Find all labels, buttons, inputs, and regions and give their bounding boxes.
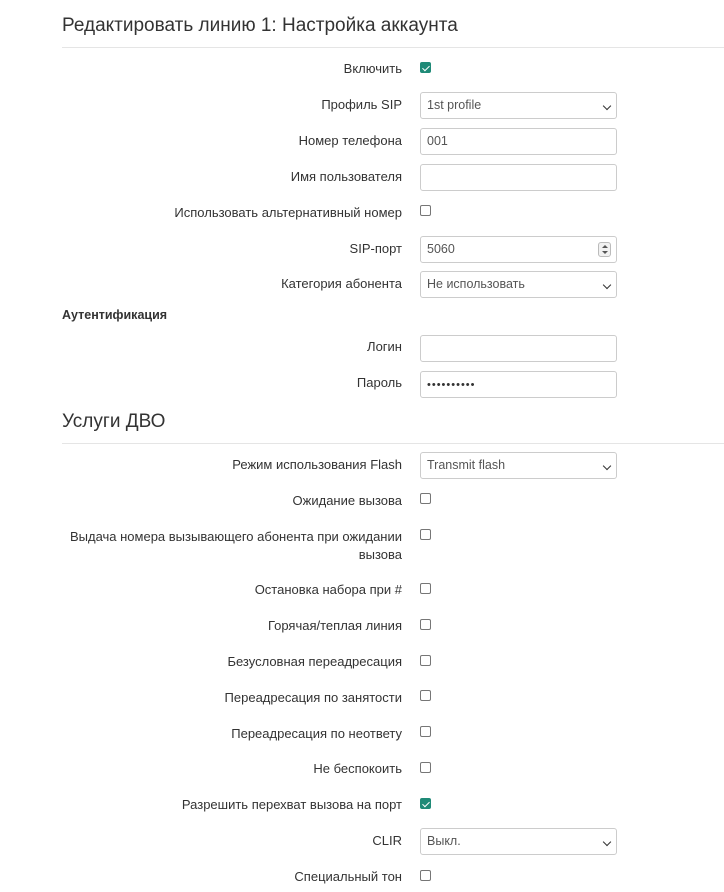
phone-number-label: Номер телефона bbox=[298, 133, 402, 148]
call-pickup-checkbox[interactable] bbox=[420, 798, 431, 809]
sip-profile-value: 1st profile bbox=[427, 98, 482, 112]
sip-profile-label: Профиль SIP bbox=[321, 97, 402, 112]
clir-select[interactable] bbox=[420, 828, 617, 855]
password-input[interactable] bbox=[420, 371, 617, 398]
clir-value: Выкл. bbox=[427, 834, 461, 848]
login-input[interactable] bbox=[420, 335, 617, 362]
stop-dial-label: Остановка набора при # bbox=[254, 582, 402, 597]
auth-heading: Аутентификация bbox=[62, 308, 168, 322]
login-label: Логин bbox=[367, 339, 402, 354]
hotline-label: Горячая/теплая линия bbox=[267, 618, 402, 633]
username-label: Имя пользователя bbox=[290, 169, 402, 184]
clir-label: CLIR bbox=[372, 833, 402, 848]
sip-port-input[interactable] bbox=[420, 236, 617, 263]
flash-mode-label: Режим использования Flash bbox=[232, 457, 402, 472]
caller-id-waiting-checkbox[interactable] bbox=[420, 529, 431, 540]
chevron-down-icon bbox=[603, 281, 611, 289]
cfb-checkbox[interactable] bbox=[420, 690, 431, 701]
subscriber-category-label: Категория абонента bbox=[281, 276, 402, 291]
flash-mode-select[interactable] bbox=[420, 452, 617, 479]
account-section-title: Редактировать линию 1: Настройка аккаунта bbox=[62, 15, 458, 36]
section-divider bbox=[62, 47, 724, 48]
sip-profile-select[interactable] bbox=[420, 92, 617, 119]
cfnr-checkbox[interactable] bbox=[420, 726, 431, 737]
cfu-label: Безусловная переадресация bbox=[227, 654, 402, 669]
chevron-down-icon bbox=[603, 462, 611, 470]
stop-dial-checkbox[interactable] bbox=[420, 583, 431, 594]
phone-number-value: 001 bbox=[427, 134, 448, 148]
sip-port-value: 5060 bbox=[427, 242, 455, 256]
dnd-label: Не беспокоить bbox=[313, 761, 402, 776]
username-input[interactable] bbox=[420, 164, 617, 191]
cfnr-label: Переадресация по неответу bbox=[231, 726, 402, 741]
subscriber-category-value: Не использовать bbox=[427, 277, 525, 291]
special-tone-checkbox[interactable] bbox=[420, 870, 431, 881]
spinner-icon[interactable] bbox=[598, 242, 611, 257]
call-waiting-checkbox[interactable] bbox=[420, 493, 431, 504]
hotline-checkbox[interactable] bbox=[420, 619, 431, 630]
enable-label: Включить bbox=[343, 61, 402, 76]
call-pickup-label: Разрешить перехват вызова на порт bbox=[181, 797, 402, 812]
chevron-down-icon bbox=[603, 838, 611, 846]
password-label: Пароль bbox=[356, 375, 402, 390]
chevron-down-icon bbox=[603, 102, 611, 110]
caller-id-waiting-label: Выдача номера вызывающего абонента при ожидании вызова bbox=[69, 529, 402, 562]
alt-number-checkbox[interactable] bbox=[420, 205, 431, 216]
password-value: •••••••••• bbox=[427, 379, 476, 391]
section-divider bbox=[62, 443, 724, 444]
enable-checkbox[interactable] bbox=[420, 62, 431, 73]
services-section-title: Услуги ДВО bbox=[62, 411, 166, 432]
sip-port-label: SIP-порт bbox=[349, 241, 402, 256]
cfu-checkbox[interactable] bbox=[420, 655, 431, 666]
special-tone-label: Специальный тон bbox=[294, 869, 402, 884]
subscriber-category-select[interactable] bbox=[420, 271, 617, 298]
cfb-label: Переадресация по занятости bbox=[224, 690, 402, 705]
dnd-checkbox[interactable] bbox=[420, 762, 431, 773]
alt-number-label: Использовать альтернативный номер bbox=[174, 205, 402, 220]
call-waiting-label: Ожидание вызова bbox=[292, 493, 402, 508]
phone-number-input[interactable] bbox=[420, 128, 617, 155]
flash-mode-value: Transmit flash bbox=[427, 458, 506, 472]
